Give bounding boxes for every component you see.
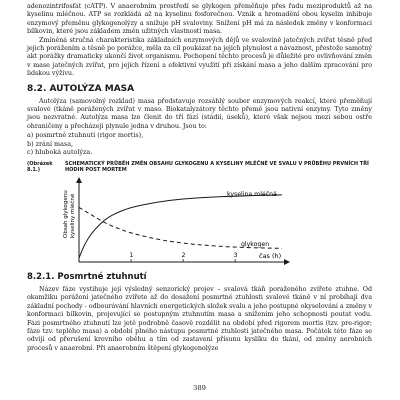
- y-axis-label-line1: Obsah glykogenu: [63, 190, 69, 238]
- summary-paragraph: Zmíněná stručná charakteristika základních enzymových dějů ve svalovině jatečných zvířat těsně před jejich porážením a těsně po porážce, měla za cíl poukázat na jejich plynulost a návaznost, přestože samotný akt porážky dramaticky ukončí život organismu. Pochopení těchto procesů je důležité pro ovlivňování změn v mase jatečných zvířat, pro jejich řízení a efektivní využití při získání masa a jeho dalším zpracování pro lidskou výživu.: [27, 35, 372, 78]
- autolysis-paragraph: Autolýza (samovolný rozklad) masa představuje rozsáhlý souber enzymových reakcí, které přeměňují svalové (tkáně porážených zvířat v maso. Biokatalyzátory těchto přemě jsou nativní enzymy. Tyto změny jsou nezvratné. Autolýza masa lze členit do tří fází (stádií, úseků), které však nejsou mezi sebou ostře ohraničeny a přecházejí plynule jedna v druhou. Jsou to:: [27, 96, 372, 130]
- section-heading: 8.2. AUTOLÝZA MASA: [27, 83, 135, 94]
- phase-item: b) zrání masa,: [27, 139, 74, 148]
- book-page: [27, 2, 372, 398]
- y-axis-label-line2: kyseliny mléčné: [70, 193, 76, 238]
- phase-item: c) hluboká autolýza.: [27, 148, 93, 157]
- subsection-heading: 8.2.1. Posmrtné ztuhnutí: [27, 271, 147, 282]
- intro-paragraph: adenozintrifosfát (cATP). V anaerobním prostředí se glykogen přeměňuje přes řadu meziproduktů až na kyselinu mléčnou. ATP se rozkládá až na kyselinu fosforečnou. Vznik a hromadění obou kyselin inhibuje enzymový přeměnu glykogenolýzy a snižuje pH svaloviny. Snížení pH má za následek změny v konformaci bílkovin, které jsou základem změn užitných vlastností masa.: [27, 2, 372, 36]
- page-number: 389: [193, 384, 206, 392]
- x-axis-label: čas (h): [259, 251, 282, 260]
- series-layer: [79, 195, 282, 258]
- figure-caption: [27, 161, 372, 173]
- x-tick-label-3: 3: [233, 251, 238, 259]
- x-ticks: [130, 252, 238, 262]
- series-label-lactic-acid: kyselina mléčná: [227, 190, 277, 198]
- x-tick-label-2: 2: [181, 251, 186, 259]
- rigor-paragraph: Název fáze vystihuje její výsledný senzorický projev – svalová tkáň poraženého zvířete ztuhne. Od okamžiku porážení jatečného zvířete až do dosažení posmrtné ztuhlosti svalové tkáně v ní probíhají dva základní pochody - odbourávání hlavních energetických složek svalu a jeho postupné okyselování a změny v konformaci bílkovin, projevující se postupným ztuhnutím masa a snížením jeho schopnosti poutat vodu. Fázi posmrtného ztuhnutí lze jetě podrobně časově rozdělit na období před rigorem mortis (tzv. pre-rigor; fáze tzv. teplého masa) a období plného nástupu posmrtné ztuhlosti jatečného masa. Počátek této fáze se odvíjí od přerušení krevního oběhu a tím od zastavení přísunu kyslíku do tkání, od změny aerobních procesů v anaerobní. Při anaerobním štěpení glykogenolýze: [27, 284, 372, 352]
- phase-list: [27, 131, 372, 156]
- phase-item: a) posmrtné ztuhnutí (rigor mortis),: [27, 131, 144, 140]
- figure-title: SCHEMATICKÝ PRŮBĚH ZMĚN OBSAHU GLYKOGENU A KYSELINY MLÉČNÉ VE SVALU V PRŮBĚHU PRVNÍCH TŘÍ HODIN POST MORTEM: [65, 160, 369, 173]
- series-line-lactic-acid: [79, 195, 282, 258]
- chart-svg: [27, 174, 372, 270]
- series-label-glycogen: glykogen: [241, 240, 270, 248]
- x-tick-label-1: 1: [129, 251, 134, 259]
- figure-label: (Obrázek 8.1.): [27, 160, 53, 173]
- figure-chart: [27, 174, 372, 270]
